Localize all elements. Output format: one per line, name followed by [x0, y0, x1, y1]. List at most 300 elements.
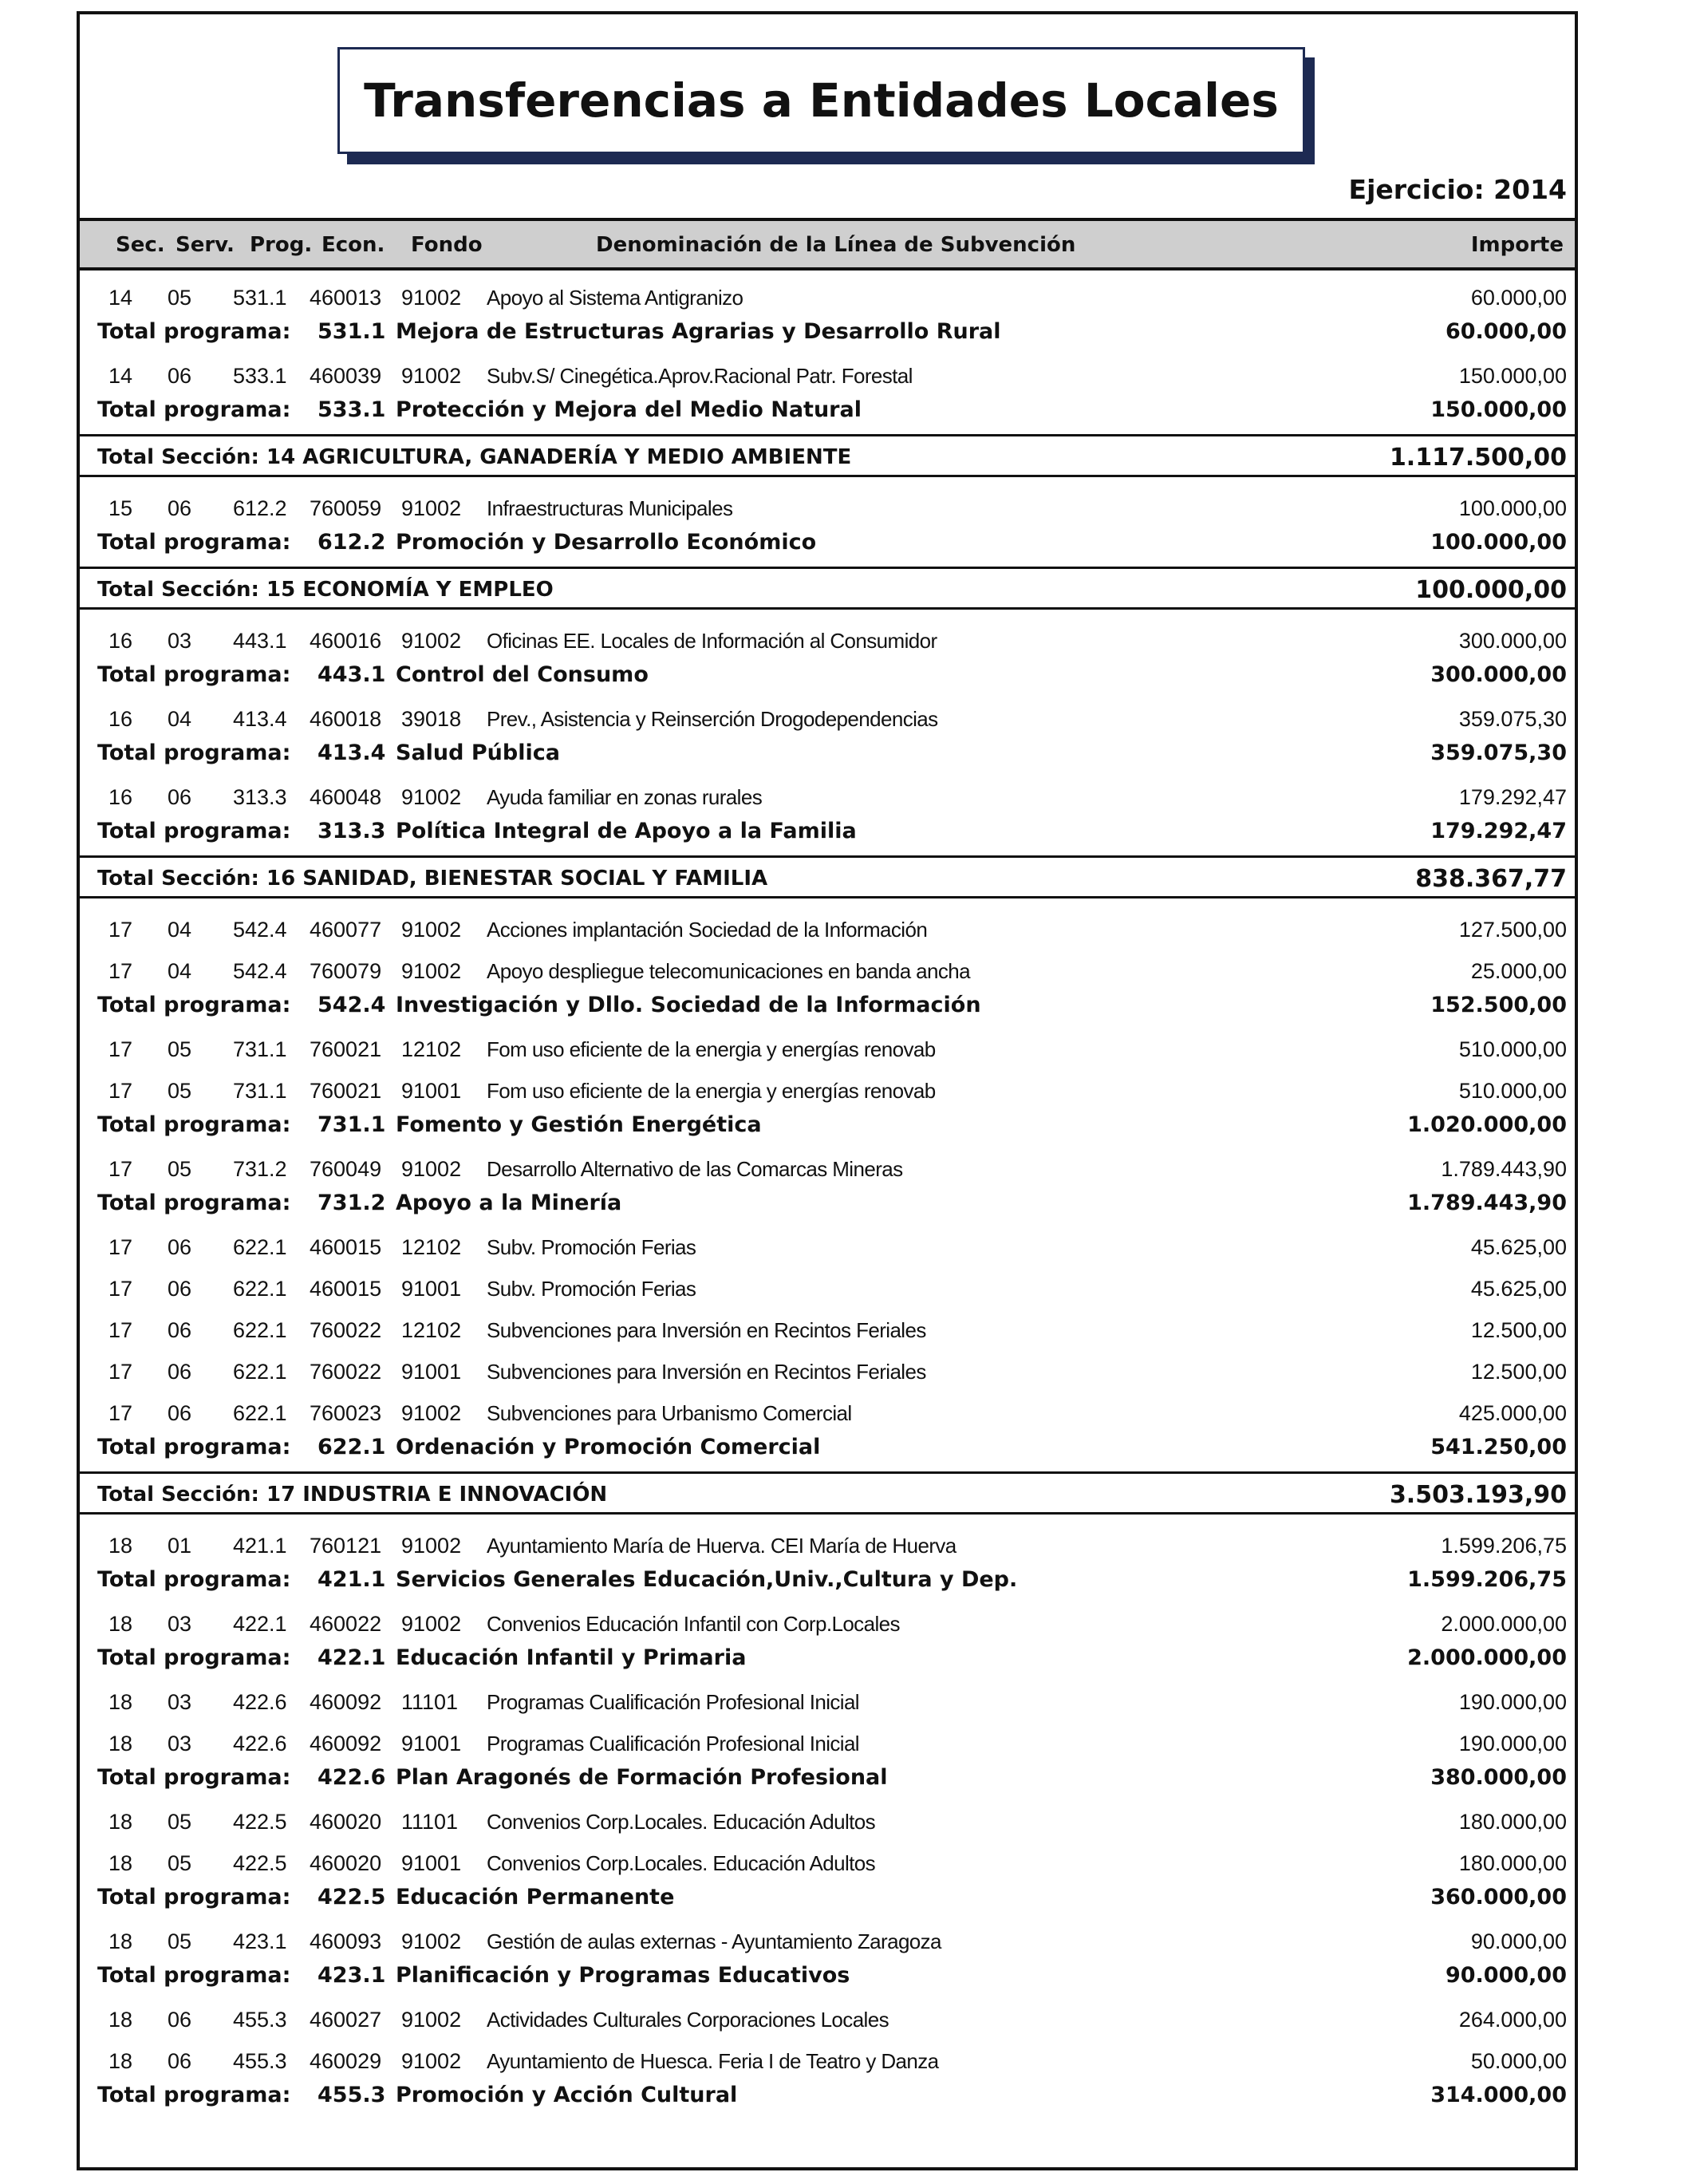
table-row — [80, 279, 1575, 314]
program-total-row — [80, 1880, 1575, 1915]
total-program-code: 413.4 — [318, 741, 386, 765]
section-total-label: Total Sección: 16 SANIDAD, BIENESTAR SOCIAL Y FAMILIA — [97, 867, 768, 891]
cell-serv: 05 — [168, 1851, 192, 1875]
total-program-label: Total programa: — [97, 819, 291, 843]
program-total-row — [80, 1430, 1575, 1465]
cell-fondo: 91002 — [401, 286, 462, 310]
cell-serv: 04 — [168, 707, 192, 731]
cell-sec: 16 — [108, 785, 133, 809]
cell-sec: 18 — [108, 1851, 133, 1875]
cell-sec: 17 — [108, 1401, 133, 1425]
total-program-code: 531.1 — [318, 319, 386, 344]
total-program-code: 422.6 — [318, 1765, 386, 1790]
total-program-code: 731.2 — [318, 1191, 386, 1215]
cell-sec: 18 — [108, 1690, 133, 1714]
cell-serv: 05 — [168, 286, 192, 310]
header-prog: Prog. — [250, 233, 313, 257]
cell-prog: 422.1 — [233, 1612, 287, 1636]
total-program-label: Total programa: — [97, 741, 291, 765]
cell-sec: 17 — [108, 1079, 133, 1103]
total-program-code: 542.4 — [318, 993, 386, 1017]
total-program-name: Educación Permanente — [396, 1885, 675, 1910]
cell-denominacion: Actividades Culturales Corporaciones Locales — [487, 2008, 889, 2032]
cell-importe: 2.000.000,00 — [1441, 1612, 1567, 1636]
cell-econ: 760023 — [310, 1401, 382, 1425]
header-sec: Sec. — [116, 233, 165, 257]
cell-prog: 423.1 — [233, 1929, 287, 1953]
cell-serv: 05 — [168, 1037, 192, 1061]
cell-sec: 16 — [108, 707, 133, 731]
program-total-row — [80, 736, 1575, 771]
cell-importe: 264.000,00 — [1458, 2008, 1567, 2032]
cell-denominacion: Fom uso eficiente de la energia y energías renovab — [487, 1037, 936, 1061]
table-row — [80, 1395, 1575, 1430]
cell-sec: 17 — [108, 1235, 133, 1259]
cell-fondo: 91002 — [401, 959, 462, 983]
cell-prog: 533.1 — [233, 364, 287, 388]
table-row — [80, 701, 1575, 736]
cell-fondo: 91002 — [401, 785, 462, 809]
cell-serv: 03 — [168, 1612, 192, 1636]
section-total-amount: 1.117.500,00 — [1389, 444, 1567, 472]
section-total-row — [80, 567, 1575, 610]
header-econ: Econ. — [321, 233, 385, 257]
section-total-row — [80, 1471, 1575, 1515]
cell-denominacion: Programas Cualificación Profesional Inicial — [487, 1690, 859, 1714]
cell-econ: 460029 — [310, 2049, 382, 2073]
total-program-amount: 1.599.206,75 — [1407, 1567, 1567, 1592]
total-program-amount: 380.000,00 — [1430, 1765, 1567, 1790]
table-row — [80, 911, 1575, 946]
total-program-amount: 314.000,00 — [1430, 2083, 1567, 2107]
table-row — [80, 1684, 1575, 1719]
cell-sec: 14 — [108, 286, 133, 310]
cell-sec: 17 — [108, 1318, 133, 1342]
cell-econ: 460020 — [310, 1851, 382, 1875]
cell-fondo: 91002 — [401, 918, 462, 942]
cell-serv: 06 — [168, 2008, 192, 2032]
cell-sec: 15 — [108, 496, 133, 520]
total-program-name: Control del Consumo — [396, 662, 649, 687]
cell-denominacion: Infraestructuras Municipales — [487, 496, 733, 520]
total-program-label: Total programa: — [97, 1645, 291, 1670]
table-row — [80, 1072, 1575, 1108]
table-row — [80, 1803, 1575, 1838]
cell-prog: 422.6 — [233, 1732, 287, 1755]
cell-denominacion: Subvenciones para Urbanismo Comercial — [487, 1401, 852, 1425]
cell-prog: 622.1 — [233, 1277, 287, 1301]
total-program-name: Fomento y Gestión Energética — [396, 1112, 762, 1137]
total-program-code: 422.5 — [318, 1885, 386, 1910]
total-program-label: Total programa: — [97, 1885, 291, 1910]
cell-prog: 413.4 — [233, 707, 287, 731]
program-total-row — [80, 1760, 1575, 1795]
cell-econ: 760021 — [310, 1079, 382, 1103]
program-total-row — [80, 1958, 1575, 1993]
cell-sec: 18 — [108, 1534, 133, 1558]
total-program-code: 421.1 — [318, 1567, 386, 1592]
cell-prog: 455.3 — [233, 2008, 287, 2032]
total-program-name: Apoyo a la Minería — [396, 1191, 622, 1215]
table-row — [80, 1923, 1575, 1958]
section-total-amount: 838.367,77 — [1415, 865, 1567, 893]
total-program-amount: 1.789.443,90 — [1407, 1191, 1567, 1215]
cell-denominacion: Ayuda familiar en zonas rurales — [487, 785, 763, 809]
cell-econ: 760022 — [310, 1318, 382, 1342]
cell-denominacion: Acciones implantación Sociedad de la Información — [487, 918, 928, 942]
table-row — [80, 1353, 1575, 1388]
program-total-row — [80, 393, 1575, 428]
section-total-label: Total Sección: 14 AGRICULTURA, GANADERÍA Y MEDIO AMBIENTE — [97, 445, 852, 469]
cell-prog: 422.6 — [233, 1690, 287, 1714]
cell-denominacion: Ayuntamiento María de Huerva. CEI María de Huerva — [487, 1534, 956, 1558]
cell-sec: 18 — [108, 1732, 133, 1755]
total-program-name: Política Integral de Apoyo a la Familia — [396, 819, 857, 843]
cell-fondo: 91002 — [401, 364, 462, 388]
table-row — [80, 953, 1575, 988]
cell-sec: 18 — [108, 1810, 133, 1834]
cell-denominacion: Subv.S/ Cinegética.Aprov.Racional Patr. Forestal — [487, 364, 913, 388]
header-importe: Importe — [1470, 233, 1564, 257]
cell-sec: 17 — [108, 1037, 133, 1061]
cell-serv: 05 — [168, 1810, 192, 1834]
cell-prog: 313.3 — [233, 785, 287, 809]
cell-fondo: 12102 — [401, 1318, 462, 1342]
cell-prog: 422.5 — [233, 1851, 287, 1875]
table-row — [80, 1031, 1575, 1066]
cell-fondo: 11101 — [401, 1810, 459, 1834]
total-program-code: 612.2 — [318, 530, 386, 555]
cell-serv: 06 — [168, 496, 192, 520]
cell-fondo: 91001 — [401, 1277, 462, 1301]
cell-econ: 460048 — [310, 785, 382, 809]
cell-serv: 03 — [168, 1732, 192, 1755]
cell-prog: 455.3 — [233, 2049, 287, 2073]
total-program-code: 422.1 — [318, 1645, 386, 1670]
table-row — [80, 1312, 1575, 1347]
total-program-amount: 90.000,00 — [1445, 1963, 1567, 1988]
total-program-label: Total programa: — [97, 319, 291, 344]
total-program-amount: 541.250,00 — [1430, 1435, 1567, 1459]
cell-denominacion: Subv. Promoción Ferias — [487, 1277, 696, 1301]
total-program-label: Total programa: — [97, 1112, 291, 1137]
table-row — [80, 357, 1575, 393]
cell-econ: 460015 — [310, 1277, 382, 1301]
cell-fondo: 11101 — [401, 1690, 459, 1714]
cell-serv: 05 — [168, 1157, 192, 1181]
total-program-name: Ordenación y Promoción Comercial — [396, 1435, 821, 1459]
cell-denominacion: Convenios Corp.Locales. Educación Adultos — [487, 1851, 876, 1875]
program-total-row — [80, 814, 1575, 849]
cell-prog: 612.2 — [233, 496, 287, 520]
total-program-label: Total programa: — [97, 1191, 291, 1215]
cell-importe: 150.000,00 — [1458, 364, 1567, 388]
cell-importe: 510.000,00 — [1458, 1037, 1567, 1061]
cell-prog: 731.1 — [233, 1079, 287, 1103]
cell-sec: 17 — [108, 959, 133, 983]
cell-sec: 18 — [108, 2049, 133, 2073]
cell-importe: 1.599.206,75 — [1441, 1534, 1567, 1558]
cell-sec: 14 — [108, 364, 133, 388]
cell-prog: 542.4 — [233, 959, 287, 983]
cell-importe: 127.500,00 — [1458, 918, 1567, 942]
cell-fondo: 91001 — [401, 1079, 462, 1103]
cell-sec: 18 — [108, 1612, 133, 1636]
cell-fondo: 91002 — [401, 1929, 462, 1953]
cell-serv: 06 — [168, 364, 192, 388]
cell-prog: 622.1 — [233, 1235, 287, 1259]
cell-importe: 1.789.443,90 — [1441, 1157, 1567, 1181]
cell-serv: 06 — [168, 1235, 192, 1259]
cell-fondo: 91001 — [401, 1732, 462, 1755]
cell-denominacion: Convenios Educación Infantil con Corp.Locales — [487, 1612, 900, 1636]
total-program-code: 423.1 — [318, 1963, 386, 1988]
cell-serv: 04 — [168, 918, 192, 942]
cell-econ: 760059 — [310, 496, 382, 520]
cell-importe: 12.500,00 — [1470, 1318, 1567, 1342]
table-row — [80, 2001, 1575, 2036]
total-program-amount: 2.000.000,00 — [1407, 1645, 1567, 1670]
total-program-name: Plan Aragonés de Formación Profesional — [396, 1765, 888, 1790]
cell-denominacion: Gestión de aulas externas - Ayuntamiento Zaragoza — [487, 1929, 941, 1953]
cell-econ: 460015 — [310, 1235, 382, 1259]
cell-serv: 04 — [168, 959, 192, 983]
cell-serv: 06 — [168, 1277, 192, 1301]
cell-serv: 06 — [168, 2049, 192, 2073]
cell-econ: 760049 — [310, 1157, 382, 1181]
section-total-row — [80, 434, 1575, 477]
table-row — [80, 1151, 1575, 1186]
cell-denominacion: Fom uso eficiente de la energia y energías renovab — [487, 1079, 936, 1103]
total-program-name: Promoción y Desarrollo Económico — [396, 530, 817, 555]
total-program-amount: 100.000,00 — [1430, 530, 1567, 555]
cell-importe: 190.000,00 — [1458, 1690, 1567, 1714]
total-program-name: Educación Infantil y Primaria — [396, 1645, 747, 1670]
cell-fondo: 91002 — [401, 496, 462, 520]
total-program-name: Mejora de Estructuras Agrarias y Desarrollo Rural — [396, 319, 1001, 344]
table-row — [80, 1229, 1575, 1264]
cell-econ: 460016 — [310, 629, 382, 653]
cell-fondo: 91002 — [401, 629, 462, 653]
cell-econ: 460039 — [310, 364, 382, 388]
cell-denominacion: Apoyo al Sistema Antigranizo — [487, 286, 743, 310]
total-program-amount: 300.000,00 — [1430, 662, 1567, 687]
cell-sec: 17 — [108, 1277, 133, 1301]
total-program-code: 443.1 — [318, 662, 386, 687]
cell-denominacion: Prev., Asistencia y Reinserción Drogodependencias — [487, 707, 938, 731]
cell-importe: 180.000,00 — [1458, 1851, 1567, 1875]
cell-econ: 460020 — [310, 1810, 382, 1834]
cell-econ: 460027 — [310, 2008, 382, 2032]
cell-denominacion: Subvenciones para Inversión en Recintos Feriales — [487, 1318, 926, 1342]
cell-sec: 17 — [108, 1360, 133, 1384]
cell-econ: 460092 — [310, 1690, 382, 1714]
table-row — [80, 490, 1575, 525]
table-row — [80, 1527, 1575, 1562]
header-denominacion: Denominación de la Línea de Subvención — [596, 233, 1076, 257]
cell-prog: 443.1 — [233, 629, 287, 653]
cell-importe: 359.075,30 — [1458, 707, 1567, 731]
cell-importe: 45.625,00 — [1470, 1235, 1567, 1259]
program-total-row — [80, 2078, 1575, 2113]
cell-serv: 06 — [168, 1360, 192, 1384]
cell-denominacion: Programas Cualificación Profesional Inicial — [487, 1732, 859, 1755]
cell-fondo: 91002 — [401, 1612, 462, 1636]
cell-econ: 760079 — [310, 959, 382, 983]
document-page — [77, 11, 1578, 2170]
cell-sec: 18 — [108, 1929, 133, 1953]
cell-prog: 622.1 — [233, 1401, 287, 1425]
section-total-amount: 3.503.193,90 — [1389, 1481, 1567, 1509]
total-program-label: Total programa: — [97, 397, 291, 422]
cell-serv: 01 — [168, 1534, 192, 1558]
total-program-label: Total programa: — [97, 1567, 291, 1592]
table-row — [80, 1270, 1575, 1305]
cell-denominacion: Oficinas EE. Locales de Información al Consumidor — [487, 629, 937, 653]
total-program-name: Investigación y Dllo. Sociedad de la Información — [396, 993, 981, 1017]
cell-prog: 731.2 — [233, 1157, 287, 1181]
cell-econ: 460092 — [310, 1732, 382, 1755]
total-program-code: 533.1 — [318, 397, 386, 422]
total-program-code: 313.3 — [318, 819, 386, 843]
header-fondo: Fondo — [411, 233, 483, 257]
total-program-amount: 179.292,47 — [1430, 819, 1567, 843]
section-total-amount: 100.000,00 — [1415, 576, 1567, 604]
program-total-row — [80, 1562, 1575, 1598]
cell-serv: 06 — [168, 785, 192, 809]
cell-prog: 421.1 — [233, 1534, 287, 1558]
cell-serv: 06 — [168, 1318, 192, 1342]
total-program-amount: 152.500,00 — [1430, 993, 1567, 1017]
fiscal-year-label: Ejercicio: 2014 — [1348, 174, 1567, 205]
cell-denominacion: Convenios Corp.Locales. Educación Adultos — [487, 1810, 876, 1834]
cell-importe: 25.000,00 — [1470, 959, 1567, 983]
cell-sec: 17 — [108, 918, 133, 942]
cell-econ: 460022 — [310, 1612, 382, 1636]
section-total-label: Total Sección: 15 ECONOMÍA Y EMPLEO — [97, 578, 554, 602]
table-row — [80, 1725, 1575, 1760]
table-row — [80, 1845, 1575, 1880]
cell-prog: 622.1 — [233, 1360, 287, 1384]
total-program-name: Planificación y Programas Educativos — [396, 1963, 850, 1988]
cell-fondo: 91002 — [401, 1157, 462, 1181]
cell-importe: 180.000,00 — [1458, 1810, 1567, 1834]
total-program-name: Promoción y Acción Cultural — [396, 2083, 738, 2107]
cell-serv: 03 — [168, 1690, 192, 1714]
program-total-row — [80, 314, 1575, 350]
cell-serv: 06 — [168, 1401, 192, 1425]
cell-econ: 760021 — [310, 1037, 382, 1061]
table-row — [80, 622, 1575, 658]
cell-importe: 60.000,00 — [1470, 286, 1567, 310]
cell-econ: 460013 — [310, 286, 382, 310]
program-total-row — [80, 988, 1575, 1023]
table-row — [80, 2043, 1575, 2078]
cell-prog: 422.5 — [233, 1810, 287, 1834]
cell-fondo: 12102 — [401, 1037, 462, 1061]
cell-fondo: 91001 — [401, 1360, 462, 1384]
cell-importe: 190.000,00 — [1458, 1732, 1567, 1755]
cell-importe: 300.000,00 — [1458, 629, 1567, 653]
total-program-code: 455.3 — [318, 2083, 386, 2107]
cell-fondo: 91002 — [401, 2049, 462, 2073]
cell-denominacion: Subv. Promoción Ferias — [487, 1235, 696, 1259]
table-header — [80, 218, 1575, 271]
cell-serv: 05 — [168, 1929, 192, 1953]
total-program-label: Total programa: — [97, 1435, 291, 1459]
total-program-amount: 60.000,00 — [1445, 319, 1567, 344]
cell-serv: 03 — [168, 629, 192, 653]
total-program-label: Total programa: — [97, 530, 291, 555]
cell-econ: 460093 — [310, 1929, 382, 1953]
header-serv: Serv. — [176, 233, 235, 257]
cell-denominacion: Apoyo despliegue telecomunicaciones en banda ancha — [487, 959, 971, 983]
total-program-label: Total programa: — [97, 1963, 291, 1988]
cell-denominacion: Ayuntamiento de Huesca. Feria I de Teatro y Danza — [487, 2049, 939, 2073]
total-program-code: 622.1 — [318, 1435, 386, 1459]
cell-importe: 425.000,00 — [1458, 1401, 1567, 1425]
program-total-row — [80, 1108, 1575, 1143]
section-total-label: Total Sección: 17 INDUSTRIA E INNOVACIÓN — [97, 1483, 608, 1507]
total-program-name: Salud Pública — [396, 741, 560, 765]
cell-importe: 179.292,47 — [1458, 785, 1567, 809]
cell-denominacion: Desarrollo Alternativo de las Comarcas Mineras — [487, 1157, 903, 1181]
cell-importe: 45.625,00 — [1470, 1277, 1567, 1301]
cell-serv: 05 — [168, 1079, 192, 1103]
program-total-row — [80, 525, 1575, 560]
cell-importe: 12.500,00 — [1470, 1360, 1567, 1384]
cell-fondo: 91002 — [401, 2008, 462, 2032]
total-program-label: Total programa: — [97, 662, 291, 687]
cell-prog: 542.4 — [233, 918, 287, 942]
program-total-row — [80, 658, 1575, 693]
cell-econ: 760121 — [310, 1534, 382, 1558]
cell-importe: 100.000,00 — [1458, 496, 1567, 520]
total-program-label: Total programa: — [97, 2083, 291, 2107]
total-program-amount: 150.000,00 — [1430, 397, 1567, 422]
section-total-row — [80, 855, 1575, 898]
total-program-label: Total programa: — [97, 993, 291, 1017]
cell-econ: 760022 — [310, 1360, 382, 1384]
total-program-amount: 359.075,30 — [1430, 741, 1567, 765]
cell-fondo: 12102 — [401, 1235, 462, 1259]
cell-econ: 460018 — [310, 707, 382, 731]
cell-importe: 90.000,00 — [1470, 1929, 1567, 1953]
table-row — [80, 1605, 1575, 1641]
table-row — [80, 779, 1575, 814]
cell-prog: 531.1 — [233, 286, 287, 310]
total-program-amount: 1.020.000,00 — [1407, 1112, 1567, 1137]
cell-sec: 16 — [108, 629, 133, 653]
program-total-row — [80, 1186, 1575, 1221]
cell-importe: 510.000,00 — [1458, 1079, 1567, 1103]
cell-fondo: 91002 — [401, 1534, 462, 1558]
cell-denominacion: Subvenciones para Inversión en Recintos Feriales — [487, 1360, 926, 1384]
cell-prog: 731.1 — [233, 1037, 287, 1061]
total-program-name: Protección y Mejora del Medio Natural — [396, 397, 862, 422]
cell-econ: 460077 — [310, 918, 382, 942]
total-program-code: 731.1 — [318, 1112, 386, 1137]
total-program-label: Total programa: — [97, 1765, 291, 1790]
page-title: Transferencias a Entidades Locales — [337, 47, 1305, 154]
cell-sec: 17 — [108, 1157, 133, 1181]
cell-fondo: 91002 — [401, 1401, 462, 1425]
cell-prog: 622.1 — [233, 1318, 287, 1342]
cell-sec: 18 — [108, 2008, 133, 2032]
cell-importe: 50.000,00 — [1470, 2049, 1567, 2073]
total-program-amount: 360.000,00 — [1430, 1885, 1567, 1910]
cell-fondo: 39018 — [401, 707, 462, 731]
